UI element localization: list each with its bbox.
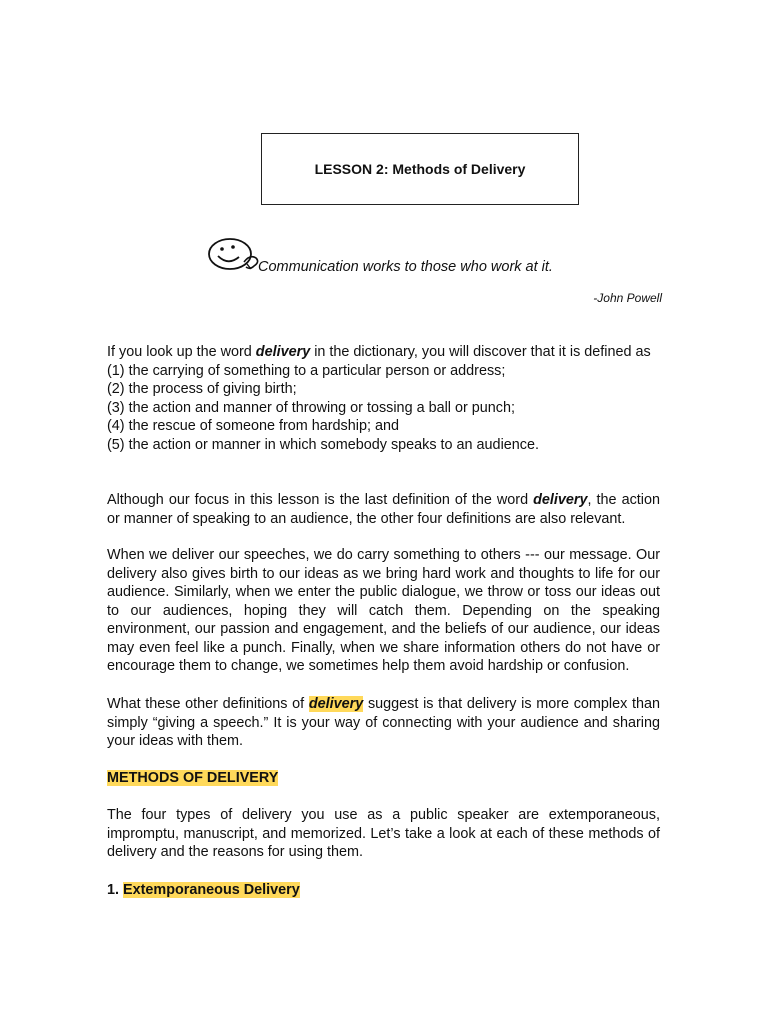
definition-item: (2) the process of giving birth; bbox=[107, 381, 297, 397]
lesson-title: LESSON 2: Methods of Delivery bbox=[314, 161, 526, 177]
definition-item: (3) the action and manner of throwing or tossing a ball or punch; bbox=[107, 399, 515, 416]
quote-author: -John Powell bbox=[593, 291, 662, 305]
complex-paragraph bbox=[107, 695, 660, 751]
focus-lead: Although our focus in this lesson is the last definition of the word bbox=[107, 492, 534, 508]
complex-lead: What these other definitions of bbox=[107, 696, 309, 712]
section-heading-extemporaneous bbox=[107, 881, 660, 900]
types-paragraph: The four types of delivery you use as a public speaker are extemporaneous, impromptu, manuscript, and memorized. Let’s take a look at each of these methods of delivery and the reasons for using them. bbox=[107, 807, 660, 860]
methods-heading-text: METHODS OF DELIVERY bbox=[107, 770, 279, 786]
methods-heading bbox=[107, 769, 660, 788]
section-label: Extemporaneous Delivery bbox=[123, 882, 300, 898]
deliver-paragraph: When we deliver our speeches, we do carry something to others --- our message. Our delivery also gives birth to our ideas as we bring hard work and thoughts to life for our audience. Similarly, when we enter the public dialogue, we throw or toss our ideas out to our audiences, hoping they will catch them. Depending on the speaking environment, our passion and engagement, and the beliefs of our audience, our ideas may even feel like a punch. Finally, when we share information others do not have or encourage them to change, we sometimes help them avoid hardship or confusion. bbox=[107, 547, 660, 674]
definition-item: (4) the rescue of someone from hardship; and bbox=[107, 418, 399, 434]
keyword-delivery: delivery bbox=[255, 344, 311, 360]
intro-lead: If you look up the word bbox=[107, 344, 256, 360]
focus-paragraph bbox=[107, 491, 660, 528]
smiley-icon bbox=[206, 236, 262, 276]
intro-paragraph bbox=[107, 343, 660, 454]
keyword-delivery-highlighted: delivery bbox=[308, 696, 364, 712]
keyword-delivery: delivery bbox=[533, 492, 588, 508]
section-number: 1. bbox=[107, 882, 123, 898]
focus-tail: , the action or manner of speaking to an audience, the other four definitions are also relevant. bbox=[107, 492, 660, 527]
opening-quote: Communication works to those who work at it. bbox=[258, 259, 553, 275]
lesson-title-box bbox=[261, 133, 579, 205]
complex-tail: suggest is that delivery is more complex than simply “giving a speech.” It is your way of connecting with your audience and sharing your ideas with them. bbox=[107, 696, 660, 749]
definition-item: (5) the action or manner in which somebody speaks to an audience. bbox=[107, 436, 539, 453]
intro-tail: in the dictionary, you will discover that it is defined as bbox=[310, 344, 651, 360]
definition-item: (1) the carrying of something to a particular person or address; bbox=[107, 362, 506, 379]
